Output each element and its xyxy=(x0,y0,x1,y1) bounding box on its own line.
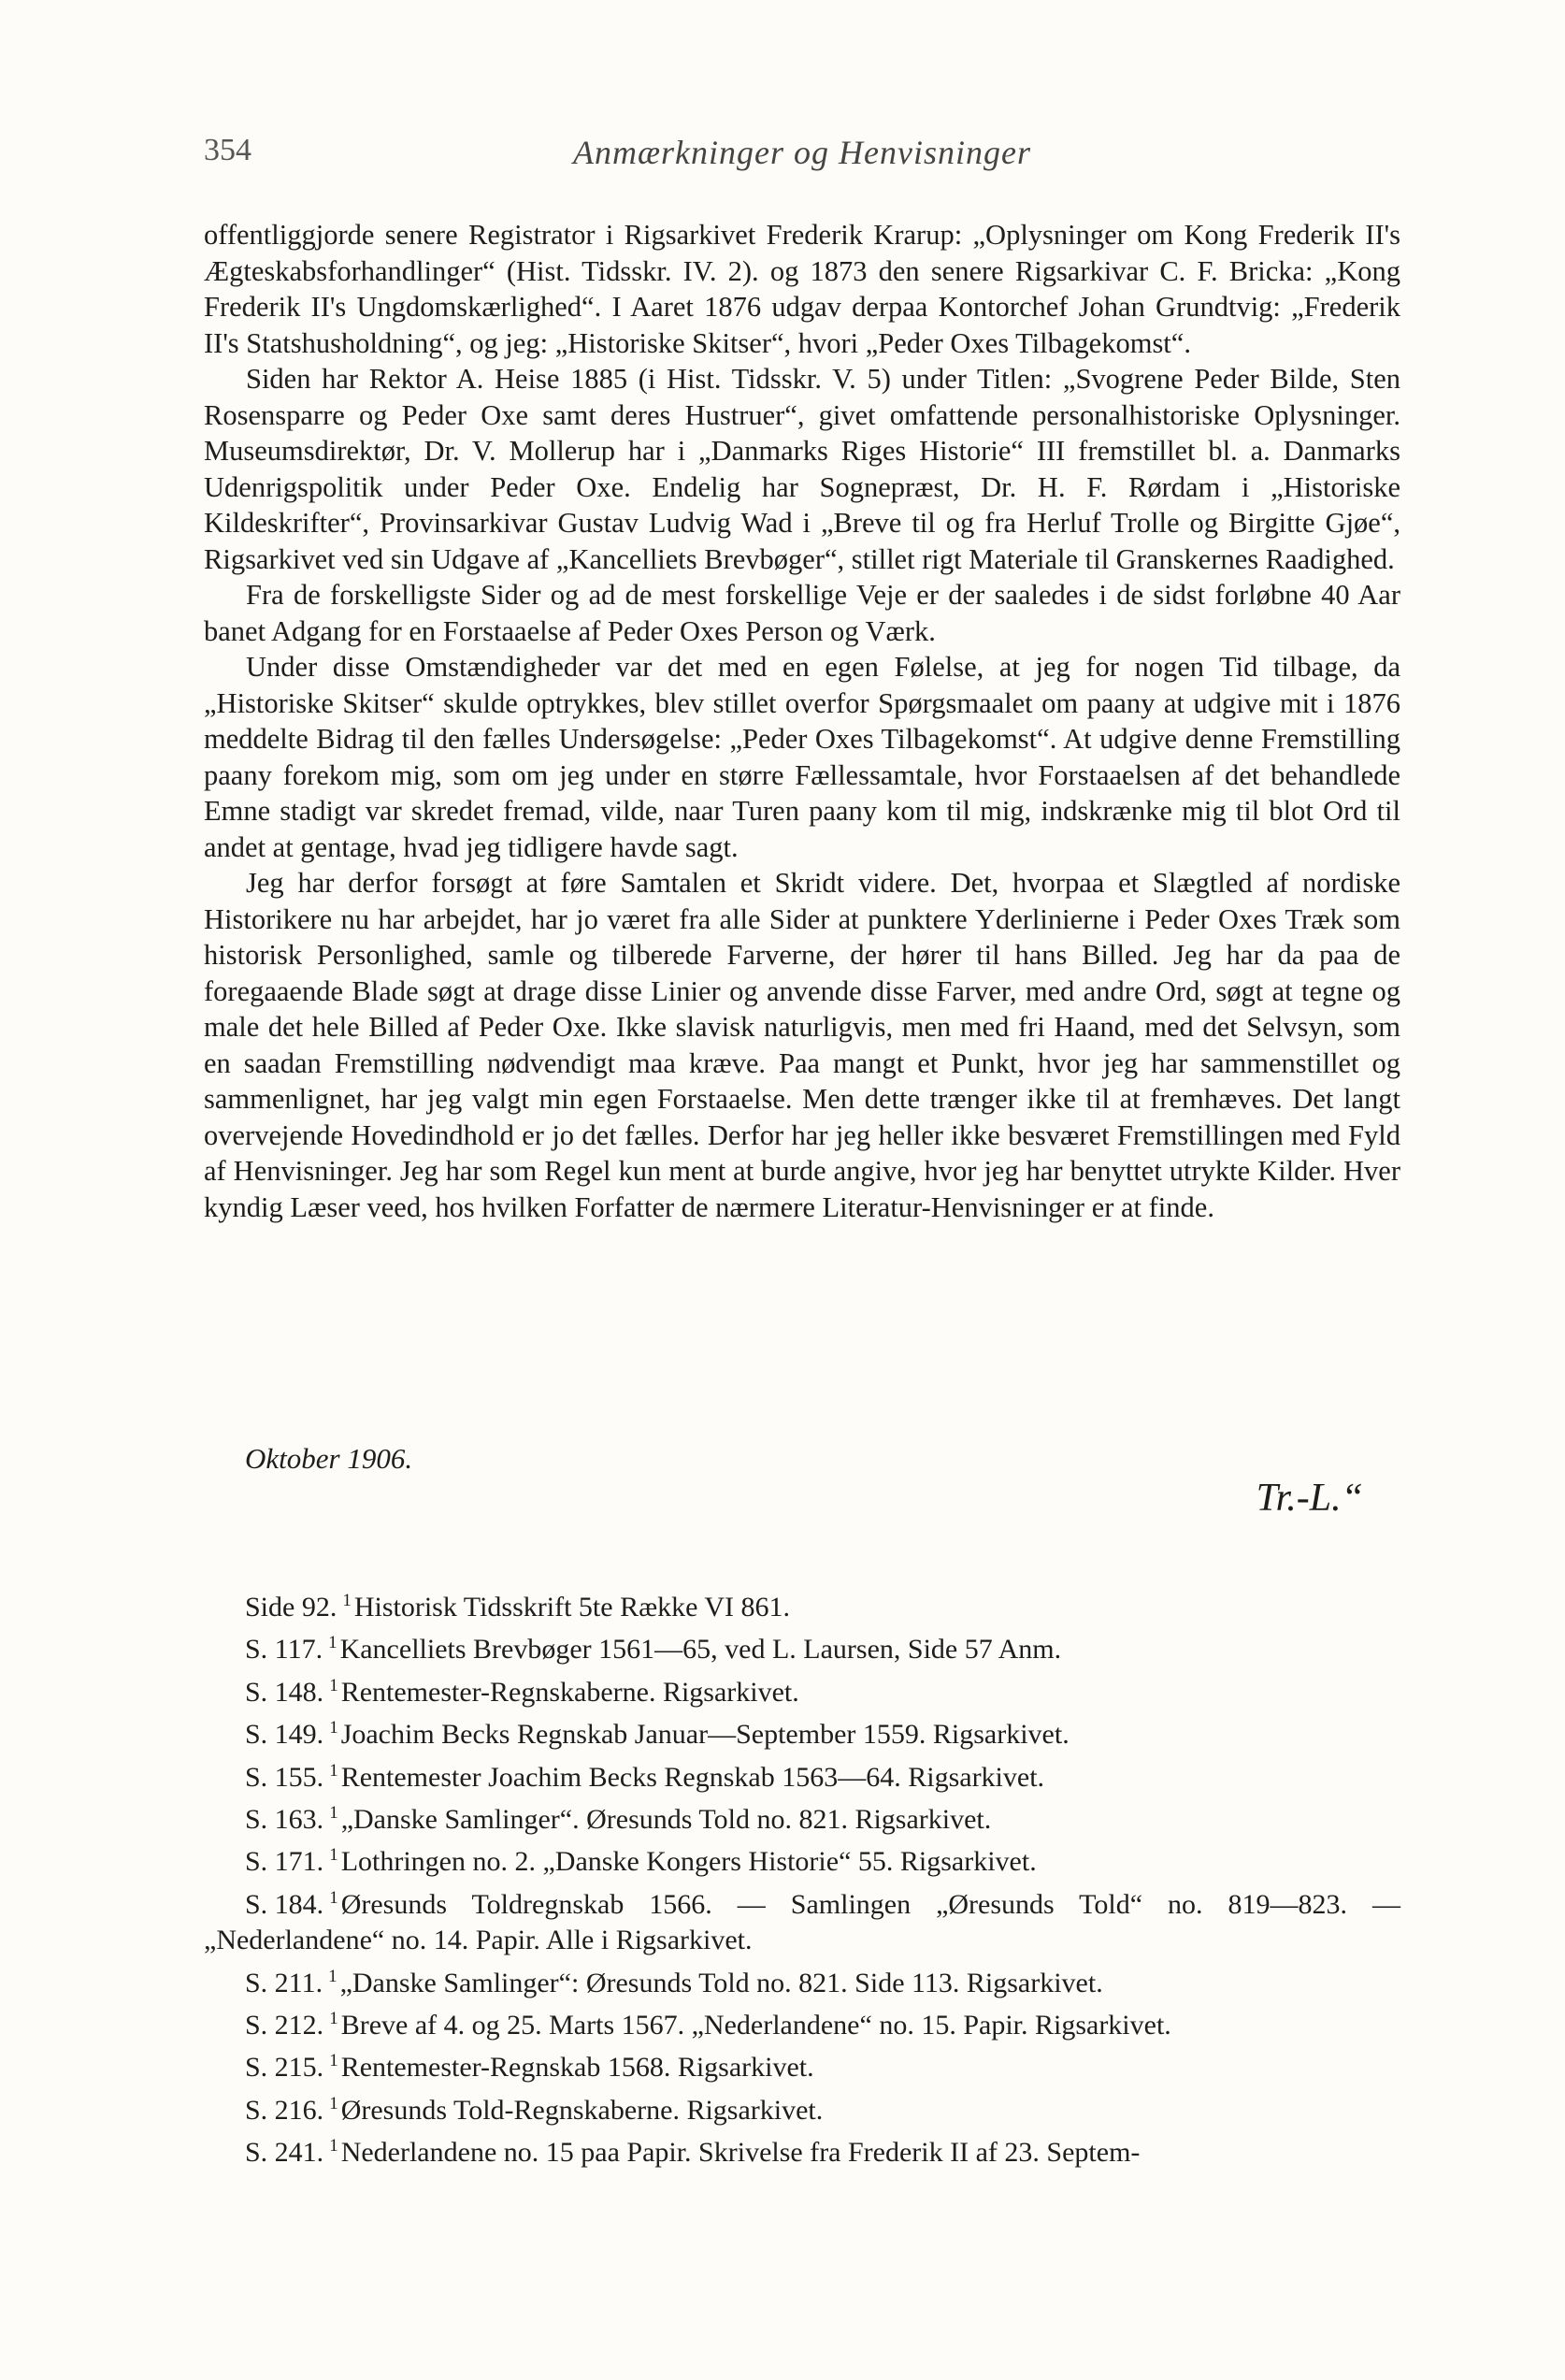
note-marker: 1 xyxy=(329,2009,338,2029)
note-page-ref: S. 184. xyxy=(245,1888,324,1920)
note-text: Øresunds Toldregnskab 1566. — Samlingen „Øresunds Told“ no. 819—823. — „Nederlandene“ no. 14. Papir. Alle i Rigsarkivet. xyxy=(204,1888,1400,1956)
running-title: Anmærkninger og Henvisninger xyxy=(573,134,1031,171)
closing-date: Oktober 1906. xyxy=(245,1442,413,1475)
note-page-ref: S. 117. xyxy=(245,1634,323,1666)
note-entry xyxy=(204,2086,1400,2128)
note-entry xyxy=(204,1959,1400,2001)
note-page-ref: S. 149. xyxy=(245,1719,324,1751)
note-page-ref: S. 241. xyxy=(245,2137,324,2169)
note-marker: 1 xyxy=(329,1675,338,1695)
note-entry xyxy=(204,1796,1400,1838)
page-number: 354 xyxy=(204,133,251,167)
note-entry xyxy=(204,2128,1400,2171)
note-entry xyxy=(204,1881,1400,1959)
note-marker: 1 xyxy=(328,1633,337,1653)
note-page-ref: S. 212. xyxy=(245,2010,324,2041)
body-paragraph: Fra de forskelligste Sider og ad de mest forskellige Veje er der saaledes i de sidst forløbne 40 Aar banet Adgang for en Forstaaelse af Peder Oxes Person og Værk. xyxy=(204,579,1400,647)
note-page-ref: S. 155. xyxy=(245,1761,324,1793)
note-marker: 1 xyxy=(329,1803,338,1824)
note-marker: 1 xyxy=(329,2136,338,2156)
note-marker: 1 xyxy=(329,2093,338,2113)
note-marker: 1 xyxy=(329,1718,338,1738)
closing-block xyxy=(204,1442,1400,1526)
note-marker: 1 xyxy=(329,2051,338,2071)
note-entry xyxy=(204,1625,1400,1667)
body-paragraph: offentliggjorde senere Registrator i Rigsarkivet Frederik Krarup: „Oplysninger om Kong Frederik II's Ægteskabsforhandlinger“ (Hist. Tidsskr. IV. 2). og 1873 den senere Rigsarkivar C. F. Bricka: „Kong Frederik II's Ungdomskærlighed“. I Aaret 1876 udgav derpaa Kontorchef Johan Grundtvig: „Frederik II's Statshusholdning“, og jeg: „Historiske Skitser“, hvori „Peder Oxes Tilbagekomst“. xyxy=(204,219,1400,359)
note-marker: 1 xyxy=(328,1966,337,1986)
note-text: Historisk Tidsskrift 5te Række VI 861. xyxy=(353,1592,791,1623)
note-text: Øresunds Told-Regnskaberne. Rigsarkivet. xyxy=(340,2094,824,2126)
note-entry xyxy=(204,2043,1400,2085)
note-entry xyxy=(204,1710,1400,1753)
body-paragraph: Jeg har derfor forsøgt at føre Samtalen et Skridt videre. Det, hvorpaa et Slægtled af nordiske Historikere nu har arbejdet, har jo været fra alle Sider at punktere Yderlinierne i Peder Oxes Træk som historisk Personlighed, samle og tilberede Farverne, der hører til hans Billed. Jeg har da paa de foregaaende Blade søgt at drage disse Linier og anvende disse Farver, med andre Ord, søgt at tegne og male det hele Billed af Peder Oxe. Ikke slavisk naturligvis, men med fri Haand, med det Selvsyn, som en saadan Fremstilling nødvendigt maa kræve. Paa mangt et Punkt, hvor jeg har sammenstillet og sammenlignet, har jeg valgt min egen Forstaaelse. Men dette trænger ikke til at fremhæves. Det langt overvejende Hovedindhold er jo det fælles. Derfor har jeg heller ikke besværet Fremstillingen med Fyld af Henvisninger. Jeg har som Regel kun ment at burde angive, hvor jeg har benyttet utrykte Kilder. Hver kyndig Læser veed, hos hvilken Forfatter de nærmere Literatur-Henvisninger er at finde. xyxy=(204,867,1400,1223)
note-entry xyxy=(204,1838,1400,1880)
note-text: Breve af 4. og 25. Marts 1567. „Nederlandene“ no. 15. Papir. Rigsarkivet. xyxy=(340,2010,1171,2041)
note-entry xyxy=(204,1753,1400,1796)
body-paragraph: Siden har Rektor A. Heise 1885 (i Hist. Tidsskr. V. 5) under Titlen: „Svogrene Peder Bilde, Sten Rosensparre og Peder Oxe samt deres Hustruer“, givet omfattende personalhistoriske Oplysninger. Museumsdirektør, Dr. V. Mollerup har i „Danmarks Riges Historie“ III fremstillet bl. a. Danmarks Udenrigspolitik under Peder Oxe. Endelig har Sognepræst, Dr. H. F. Rørdam i „Historiske Kildeskrifter“, Provinsarkivar Gustav Ludvig Wad i „Breve til og fra Herluf Trolle og Birgitte Gjøe“, Rigsarkivet ved sin Udgave af „Kancelliets Brevbøger“, stillet rigt Materiale til Granskernes Raadighed. xyxy=(204,363,1400,575)
note-marker: 1 xyxy=(329,1887,338,1908)
page-header xyxy=(204,133,1400,180)
note-page-ref: S. 148. xyxy=(245,1676,324,1708)
note-page-ref: S. 171. xyxy=(245,1846,324,1878)
note-entry xyxy=(204,1668,1400,1710)
note-text: Nederlandene no. 15 paa Papir. Skrivelse fra Frederik II af 23. Septem- xyxy=(340,2137,1141,2169)
note-marker: 1 xyxy=(329,1760,338,1781)
note-entry xyxy=(204,2001,1400,2043)
body-paragraph: Under disse Omstændigheder var det med en egen Følelse, at jeg for nogen Tid tilbage, da „Historiske Skitser“ skulde optrykkes, blev stillet overfor Spørgsmaalet om paany at udgive mit i 1876 meddelte Bidrag til den fælles Undersøgelse: „Peder Oxes Tilbagekomst“. At udgive denne Fremstilling paany forekom mig, som om jeg under en større Fællessamtale, hvor Forstaaelsen af det behandlede Emne stadigt var skredet fremad, vilde, naar Turen paany kom til mig, indskrænke mig til blot Ord til andet at gentage, hvad jeg tidligere havde sagt. xyxy=(204,651,1400,863)
note-text: Rentemester-Regnskab 1568. Rigsarkivet. xyxy=(340,2052,814,2084)
note-marker: 1 xyxy=(329,1845,338,1866)
note-page-ref: S. 216. xyxy=(245,2094,324,2126)
note-page-ref: Side 92. xyxy=(245,1592,337,1623)
note-page-ref: S. 163. xyxy=(245,1804,324,1836)
note-text: Rentemester Joachim Becks Regnskab 1563—64. Rigsarkivet. xyxy=(340,1761,1045,1793)
note-text: Lothringen no. 2. „Danske Kongers Historie“ 55. Rigsarkivet. xyxy=(340,1846,1037,1878)
notes-list xyxy=(204,1583,1400,2171)
note-text: „Danske Samlinger“. Øresunds Told no. 821. Rigsarkivet. xyxy=(340,1804,992,1836)
author-signature: Tr.-L.“ xyxy=(1256,1477,1363,1520)
main-text xyxy=(204,217,1400,1225)
note-text: Rentemester-Regnskaberne. Rigsarkivet. xyxy=(340,1676,799,1708)
note-page-ref: S. 211. xyxy=(245,1967,323,1998)
note-text: „Danske Samlinger“: Øresunds Told no. 821. Side 113. Rigsarkivet. xyxy=(339,1967,1103,1998)
note-entry xyxy=(204,1583,1400,1625)
note-text: Kancelliets Brevbøger 1561—65, ved L. Laursen, Side 57 Anm. xyxy=(339,1634,1062,1666)
note-text: Joachim Becks Regnskab Januar—September 1559. Rigsarkivet. xyxy=(340,1719,1070,1751)
note-page-ref: S. 215. xyxy=(245,2052,324,2084)
note-marker: 1 xyxy=(342,1591,352,1610)
